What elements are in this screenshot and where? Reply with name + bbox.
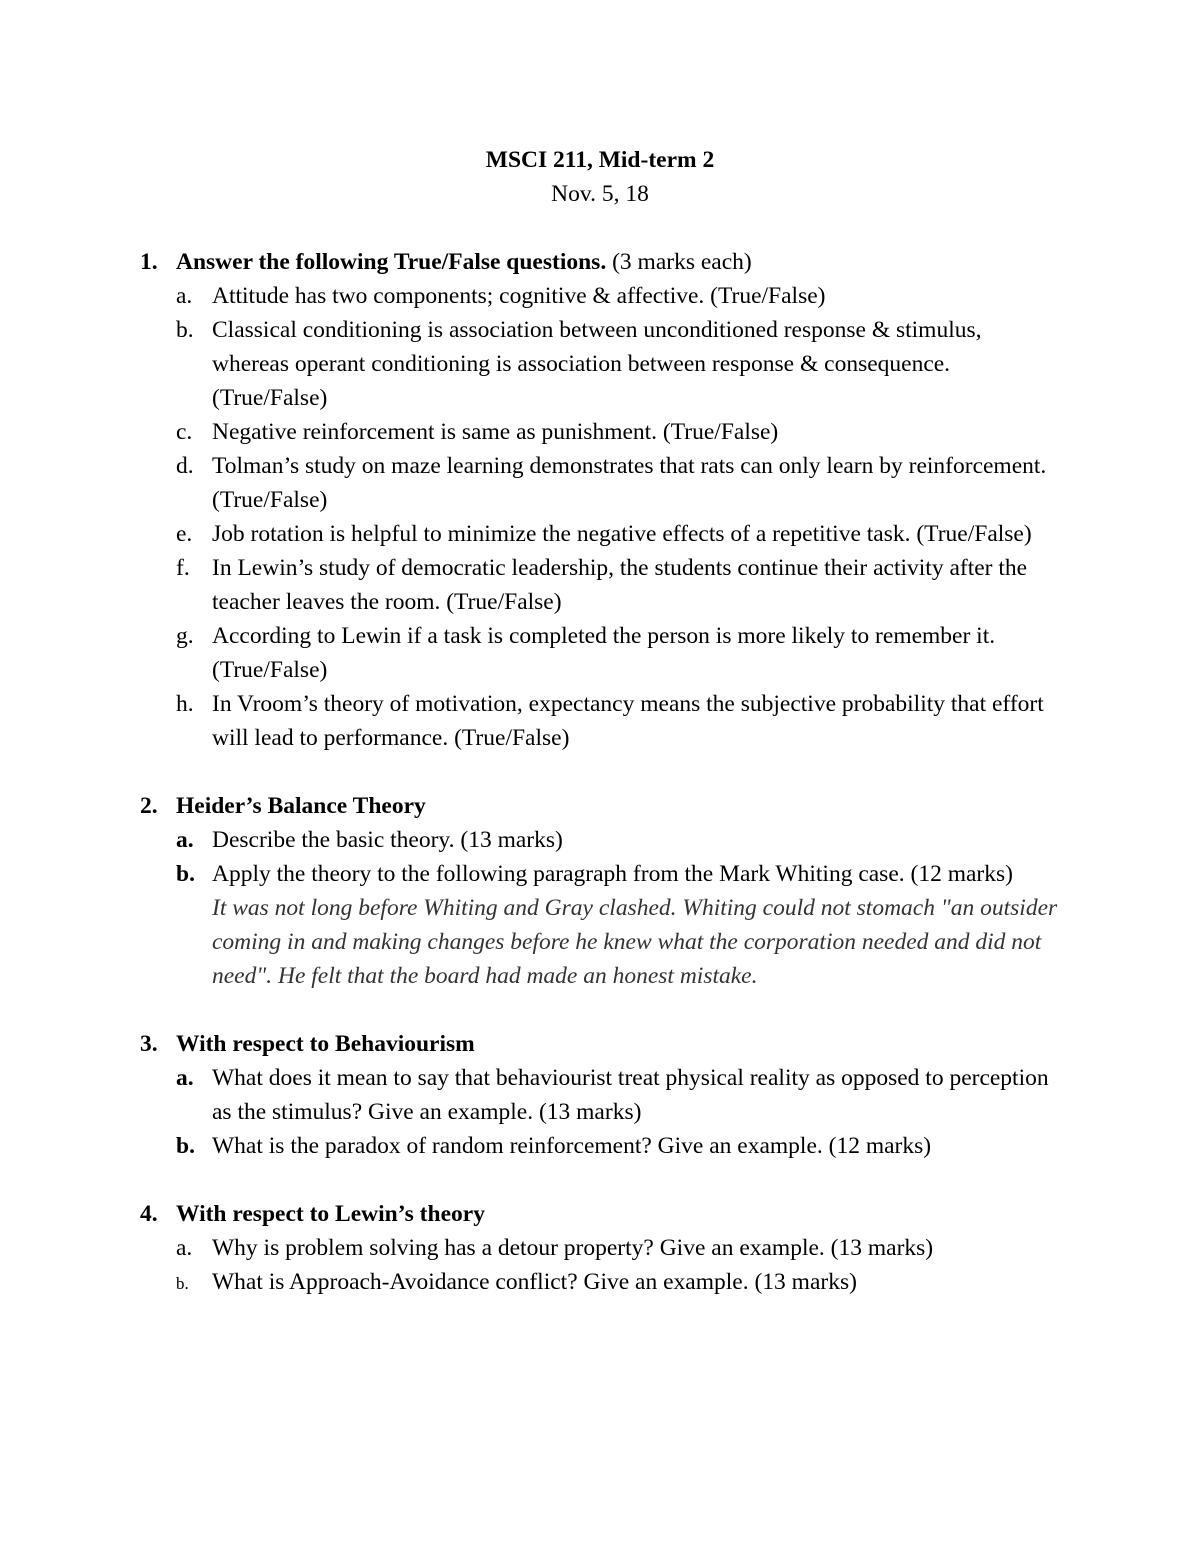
- question-list: [140, 245, 1060, 1333]
- sub-question-text: Describe the basic theory. (13 marks): [212, 827, 563, 853]
- sub-question-text: Tolman’s study on maze learning demonstrates that rats can only learn by reinforcement. (True/False): [212, 453, 1047, 513]
- question-title: Answer the following True/False questions.: [176, 249, 607, 275]
- question-number: 2.: [140, 793, 158, 819]
- sub-question: [176, 1265, 1060, 1299]
- sub-question-label: c.: [176, 419, 193, 445]
- sub-question-label: b.: [176, 861, 195, 887]
- sub-question: [176, 551, 1060, 619]
- sub-question-text: Why is problem solving has a detour property? Give an example. (13 marks): [212, 1235, 934, 1261]
- question-heading: [176, 245, 1060, 279]
- question-4: [140, 1197, 1060, 1299]
- sub-question: [176, 1231, 1060, 1265]
- sub-question: [176, 279, 1060, 313]
- sub-question-text: According to Lewin if a task is completed the person is more likely to remember it. (True/False): [212, 623, 996, 683]
- sub-question-text: In Vroom’s theory of motivation, expectancy means the subjective probability that effort will lead to performance. (True/False): [212, 691, 1044, 751]
- sub-question-list: [176, 279, 1060, 755]
- question-heading: [176, 1027, 1060, 1061]
- sub-question-text: Apply the theory to the following paragraph from the Mark Whiting case. (12 marks): [212, 861, 1013, 887]
- question-marks: (3 marks each): [612, 249, 752, 275]
- sub-question-label: b.: [176, 317, 194, 343]
- sub-question-label: d.: [176, 453, 194, 479]
- question-heading: [176, 1197, 1060, 1231]
- case-quote: It was not long before Whiting and Gray clashed. Whiting could not stomach "an outsider coming in and making changes before he knew what the corporation needed and did not need". He felt that the board had made an honest mistake.: [212, 895, 1058, 989]
- sub-question: [176, 823, 1060, 857]
- sub-question: [176, 619, 1060, 687]
- sub-question-label: b.: [176, 1133, 195, 1159]
- sub-question: [176, 687, 1060, 755]
- sub-question-text: Negative reinforcement is same as punishment. (True/False): [212, 419, 779, 445]
- sub-question-text: What does it mean to say that behaviourist treat physical reality as opposed to perception as the stimulus? Give an example. (13 marks): [212, 1065, 1049, 1125]
- sub-question: [176, 449, 1060, 517]
- sub-question-list: [176, 1231, 1060, 1299]
- sub-question-label: e.: [176, 521, 193, 547]
- sub-question-label: b.: [176, 1274, 189, 1293]
- sub-question-text: Classical conditioning is association between unconditioned response & stimulus, whereas operant conditioning is association between response & consequence. (True/False): [212, 317, 982, 411]
- question-number: 3.: [140, 1031, 158, 1057]
- exam-title: MSCI 211, Mid-term 2: [485, 147, 715, 173]
- sub-question-label: a.: [176, 1065, 194, 1091]
- sub-question-text: Attitude has two components; cognitive & affective. (True/False): [212, 283, 826, 309]
- sub-question-text: What is the paradox of random reinforcement? Give an example. (12 marks): [212, 1133, 932, 1159]
- exam-header: [0, 143, 1200, 211]
- sub-question-list: [176, 1061, 1060, 1163]
- question-number: 4.: [140, 1201, 158, 1227]
- sub-question: [176, 415, 1060, 449]
- sub-question: [176, 1129, 1060, 1163]
- sub-question-text: In Lewin’s study of democratic leadership, the students continue their activity after the teacher leaves the room. (True/False): [212, 555, 1028, 615]
- sub-question: [176, 1061, 1060, 1129]
- sub-question-label: f.: [176, 555, 190, 581]
- sub-question: [176, 313, 1060, 415]
- sub-question-label: h.: [176, 691, 194, 717]
- question-1: [140, 245, 1060, 755]
- sub-question-text: Job rotation is helpful to minimize the negative effects of a repetitive task. (True/False): [212, 521, 1032, 547]
- question-title: With respect to Behaviourism: [176, 1031, 475, 1057]
- sub-question: [176, 517, 1060, 551]
- sub-question-label: a.: [176, 1235, 193, 1261]
- sub-question-label: a.: [176, 283, 193, 309]
- question-3: [140, 1027, 1060, 1163]
- sub-question-label: a.: [176, 827, 194, 853]
- sub-question: [176, 857, 1060, 993]
- question-heading: [176, 789, 1060, 823]
- sub-question-list: [176, 823, 1060, 993]
- exam-date: Nov. 5, 18: [551, 181, 649, 207]
- question-title: Heider’s Balance Theory: [176, 793, 426, 819]
- question-title: With respect to Lewin’s theory: [176, 1201, 485, 1227]
- question-2: [140, 789, 1060, 993]
- sub-question-text: What is Approach-Avoidance conflict? Give an example. (13 marks): [212, 1269, 857, 1295]
- sub-question-label: g.: [176, 623, 194, 649]
- question-number: 1.: [140, 249, 158, 275]
